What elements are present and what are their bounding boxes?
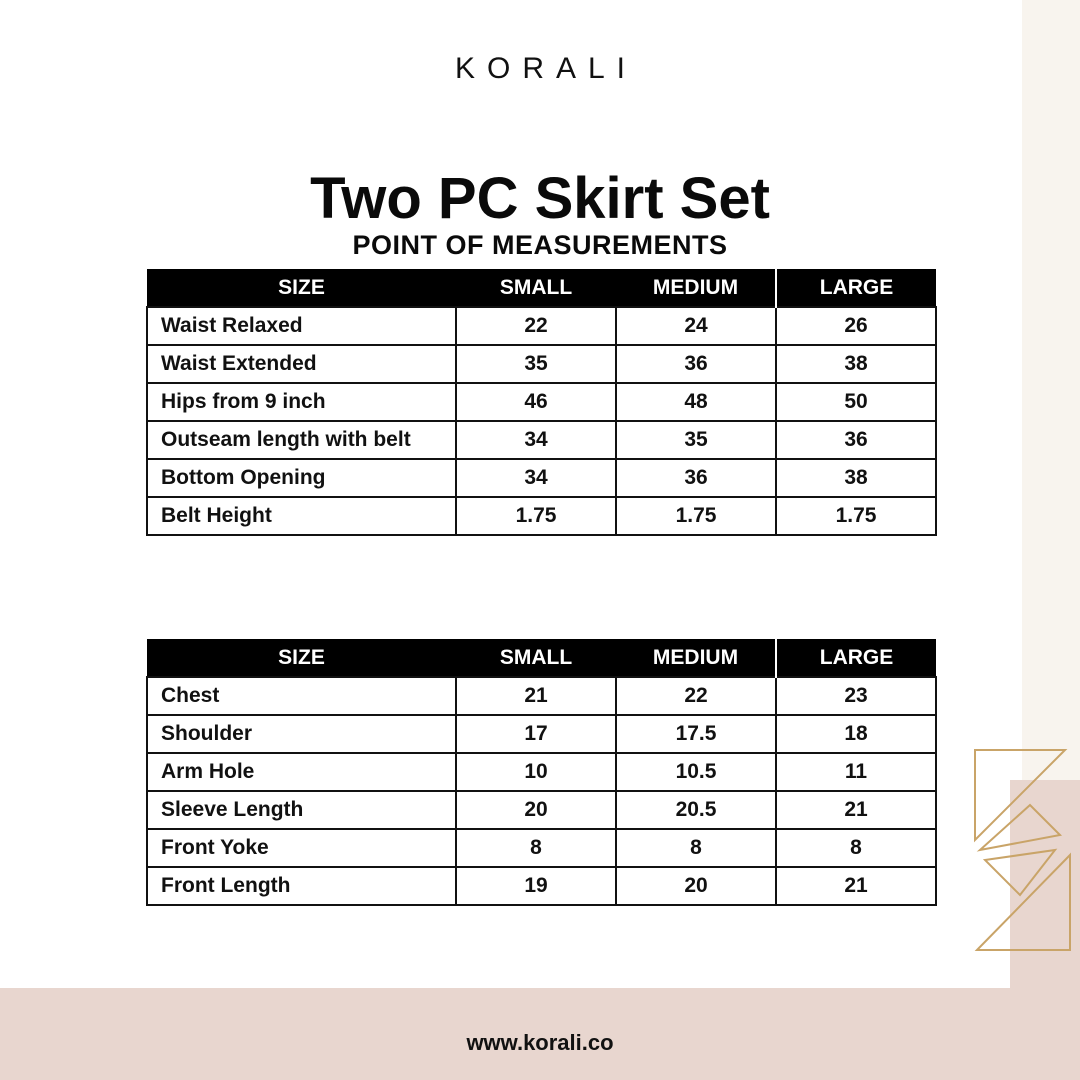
table-row	[147, 383, 936, 421]
row-label: Waist Extended	[147, 345, 456, 383]
measurement-table-bottoms	[146, 269, 937, 536]
row-label: Arm Hole	[147, 753, 456, 791]
cell-large: 1.75	[776, 497, 936, 535]
brand-logo: KORALI	[454, 52, 638, 85]
cell-small: 8	[456, 829, 616, 867]
column-header-small: SMALL	[456, 269, 616, 307]
cell-small: 20	[456, 791, 616, 829]
cell-medium: 10.5	[616, 753, 776, 791]
table-header-row	[147, 639, 936, 677]
cell-small: 10	[456, 753, 616, 791]
column-header-large: LARGE	[776, 639, 936, 677]
page-title: Two PC Skirt Set	[310, 166, 770, 231]
row-label: Waist Relaxed	[147, 307, 456, 345]
decor-triangle-bottom	[977, 855, 1070, 950]
column-header-size: SIZE	[147, 639, 456, 677]
row-label: Sleeve Length	[147, 791, 456, 829]
table-row	[147, 677, 936, 715]
cell-medium: 22	[616, 677, 776, 715]
row-label: Hips from 9 inch	[147, 383, 456, 421]
column-header-large: LARGE	[776, 269, 936, 307]
cell-medium: 20.5	[616, 791, 776, 829]
row-label: Shoulder	[147, 715, 456, 753]
table-row	[147, 867, 936, 905]
cell-medium: 24	[616, 307, 776, 345]
cell-medium: 1.75	[616, 497, 776, 535]
table-row	[147, 459, 936, 497]
cell-small: 35	[456, 345, 616, 383]
table-row	[147, 791, 936, 829]
cell-medium: 36	[616, 345, 776, 383]
cell-small: 22	[456, 307, 616, 345]
cell-small: 1.75	[456, 497, 616, 535]
cell-small: 21	[456, 677, 616, 715]
decor-triangle-right	[985, 850, 1055, 895]
cell-small: 17	[456, 715, 616, 753]
cell-medium: 17.5	[616, 715, 776, 753]
table-row	[147, 497, 936, 535]
table-row	[147, 345, 936, 383]
cell-small: 46	[456, 383, 616, 421]
cell-large: 23	[776, 677, 936, 715]
row-label: Outseam length with belt	[147, 421, 456, 459]
cell-large: 50	[776, 383, 936, 421]
cell-medium: 48	[616, 383, 776, 421]
geometric-decoration-icon	[965, 745, 1075, 955]
decor-triangle-middle	[980, 805, 1060, 850]
cell-medium: 20	[616, 867, 776, 905]
page-subtitle: POINT OF MEASUREMENTS	[352, 230, 728, 260]
cell-medium: 8	[616, 829, 776, 867]
table-row	[147, 307, 936, 345]
cell-large: 11	[776, 753, 936, 791]
cell-large: 38	[776, 459, 936, 497]
row-label: Belt Height	[147, 497, 456, 535]
cell-small: 34	[456, 459, 616, 497]
cell-large: 18	[776, 715, 936, 753]
table-row	[147, 753, 936, 791]
cell-large: 26	[776, 307, 936, 345]
row-label: Front Length	[147, 867, 456, 905]
row-label: Chest	[147, 677, 456, 715]
column-header-medium: MEDIUM	[616, 269, 776, 307]
row-label: Front Yoke	[147, 829, 456, 867]
cell-small: 19	[456, 867, 616, 905]
cell-medium: 36	[616, 459, 776, 497]
cell-large: 21	[776, 791, 936, 829]
row-label: Bottom Opening	[147, 459, 456, 497]
table-header-row	[147, 269, 936, 307]
column-header-small: SMALL	[456, 639, 616, 677]
cell-large: 38	[776, 345, 936, 383]
table-row	[147, 829, 936, 867]
website-link[interactable]: www.korali.co	[466, 1030, 614, 1055]
cell-large: 8	[776, 829, 936, 867]
table-row	[147, 715, 936, 753]
cell-medium: 35	[616, 421, 776, 459]
cell-large: 36	[776, 421, 936, 459]
cell-small: 34	[456, 421, 616, 459]
measurement-table-tops	[146, 639, 937, 906]
column-header-size: SIZE	[147, 269, 456, 307]
table-row	[147, 421, 936, 459]
column-header-medium: MEDIUM	[616, 639, 776, 677]
cell-large: 21	[776, 867, 936, 905]
